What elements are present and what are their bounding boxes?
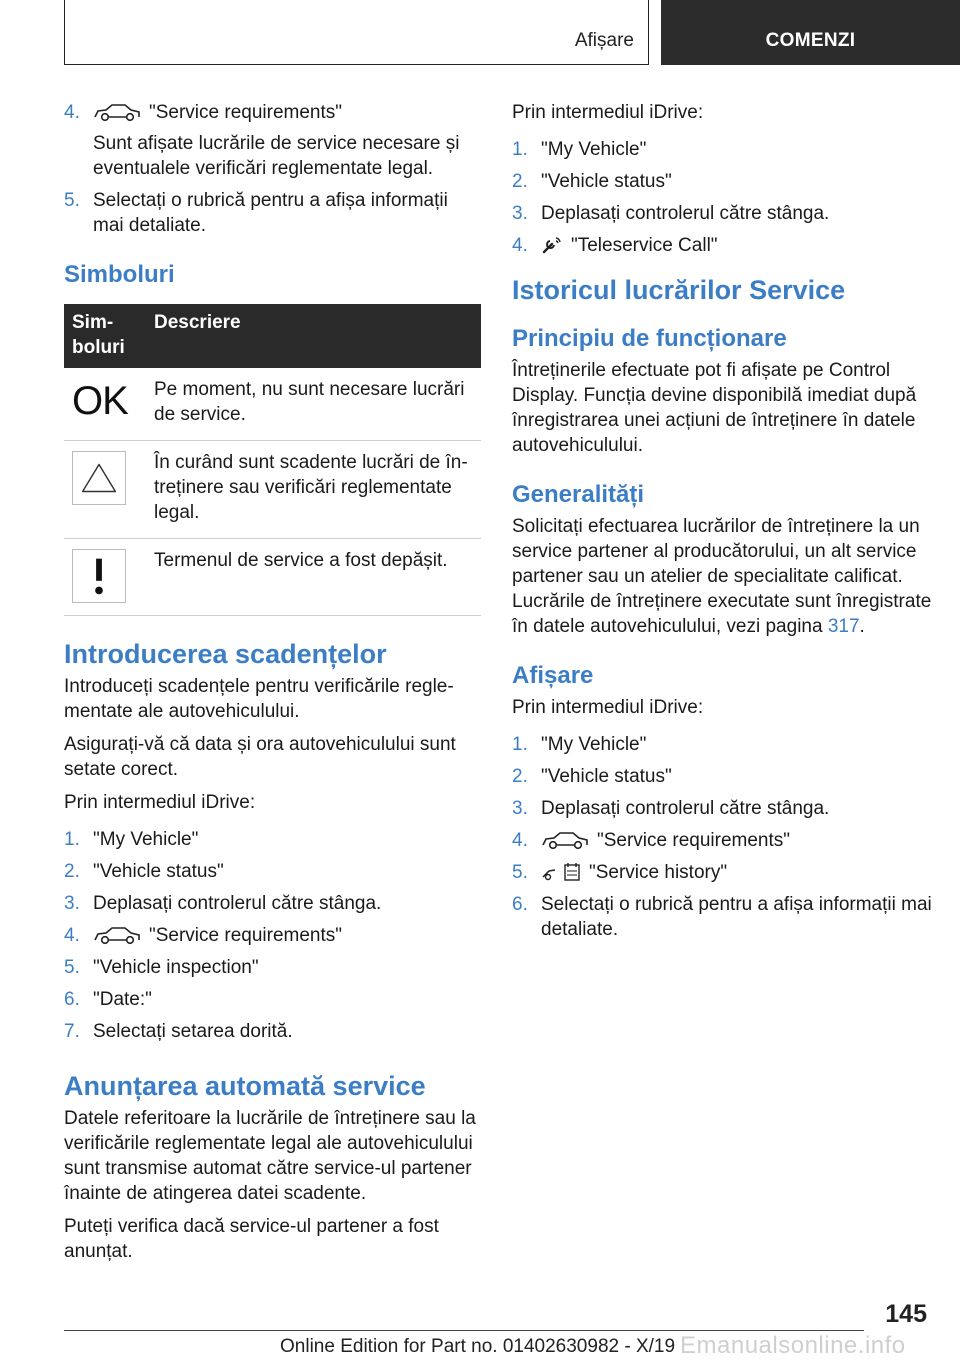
list-item: 2. "Vehicle status" [512,171,672,192]
paragraph: Solicitați efectuarea lucrărilor de întreținere la un service partener al producătorului, un alt service partener sau un atelier de specialitate calificat. Lucrările de întreținere executate sunt înregistrate în datele autovehiculului, vezi pagina 317. [512,516,932,637]
page-reference-link[interactable]: 317 [827,616,860,637]
table-header-symbols: Simboluri [64,304,146,368]
list-item: 4. "Service requirements" [512,830,791,851]
watermark-text: Emanualsonline.info [680,1332,906,1359]
table-cell-description: În curând sunt scadente lucrări de întreținere sau verificări reglementate legal. [146,441,481,539]
table-cell-description: Pe moment, nu sunt necesare lucrări de service. [146,368,481,441]
car-icon [93,102,141,122]
list-item: 1. "My Vehicle" [512,734,647,755]
list-item: 3. Deplasați controlerul către stânga. [512,203,830,224]
paragraph: Prin intermediul iDrive: [512,697,704,718]
symbols-table [64,304,481,616]
paragraph: Întreținerile efectuate pot fi afișate pe Control Display. Funcția devine disponibilă imediat după înregistrarea unei acțiuni de întreținere în datele autovehiculului. [512,360,917,456]
right-column [512,100,932,949]
table-row [64,539,481,616]
list-item: 6. "Date:" [64,989,152,1010]
list-item: 3. Deplasați controlerul către stânga. [64,893,382,914]
intro-steps-list [64,100,481,238]
afisare-steps-list [512,732,932,942]
list-item: 4. "Teleservice Call" [512,235,718,256]
left-column [64,100,481,1272]
table-cell-description: Termenul de service a fost depășit. [146,539,481,616]
table-header-description: Descriere [146,304,481,368]
header-section-tab [64,0,649,65]
list-item: 2. "Vehicle status" [64,861,224,882]
wrench-signal-icon [541,235,563,255]
footer-divider [64,1330,864,1331]
introducerea-heading: Introducerea scadențelor [64,639,387,669]
list-item: 6. Selectați o rubrică pentru a afișa informații mai detaliate. [512,894,932,940]
teleservice-steps-list [512,137,932,258]
list-item: 3. Deplasați controlerul către stânga. [512,798,830,819]
istoric-heading: Istoricul lucrărilor Service [512,275,846,305]
list-item: 7. Selectați setarea dorită. [64,1021,293,1042]
list-item: 5. "Service history" [512,862,728,883]
header-chapter-tab [661,0,960,65]
header-chapter-title: COMENZI [765,30,856,51]
paragraph: Introduceți scadențele pentru verificările reglementate ale autovehiculului. [64,676,454,722]
exclamation-icon [72,549,126,603]
warning-triangle-icon [72,451,126,505]
paragraph: Asigurați-vă că data și ora autovehiculului sunt setate corect. [64,734,456,780]
list-item: 4. "Service requirements" Sunt afișate lucrările de service necesare și eventualele verificări reglementate legal. [64,100,481,181]
list-item: 1. "My Vehicle" [64,829,199,850]
table-row [64,441,481,539]
header-section-title: Afișare [574,30,634,51]
car-icon [93,925,141,945]
footer-edition-text: Online Edition for Part no. 01402630982 - X/19 [280,1336,676,1357]
service-history-icon [541,862,581,882]
list-item: 2. "Vehicle status" [512,766,672,787]
list-item: 4. "Service requirements" [64,925,343,946]
table-row [64,368,481,441]
introducerea-steps-list [64,827,481,1044]
car-icon [541,830,589,850]
paragraph: Prin intermediul iDrive: [64,792,256,813]
simboluri-heading: Simboluri [64,261,175,288]
principiu-heading: Principiu de funcționare [512,325,787,352]
paragraph: Puteți verifica dacă service-ul partener a fost anunțat. [64,1216,439,1262]
step-description: Sunt afișate lucrările de service necesare și eventualele verificări reglementate legal. [93,133,460,179]
generalitati-heading: Generalități [512,481,645,508]
anuntarea-heading: Anunțarea automată service [64,1071,426,1101]
list-item: 5. Selectați o rubrică pentru a afișa informații mai detaliate. [64,190,448,236]
list-item: 5. "Vehicle inspection" [64,957,259,978]
list-item: 1. "My Vehicle" [512,139,647,160]
ok-icon: OK [72,379,128,423]
paragraph: Datele referitoare la lucrările de întreținere sau la verificările reglementate legal ale autovehiculului sunt transmise automat către service-ul partener înainte de atingerea datei scadente. [64,1108,476,1204]
afisare-heading: Afișare [512,662,594,689]
paragraph: Prin intermediul iDrive: [512,102,704,123]
page-number: 145 [885,1300,927,1328]
